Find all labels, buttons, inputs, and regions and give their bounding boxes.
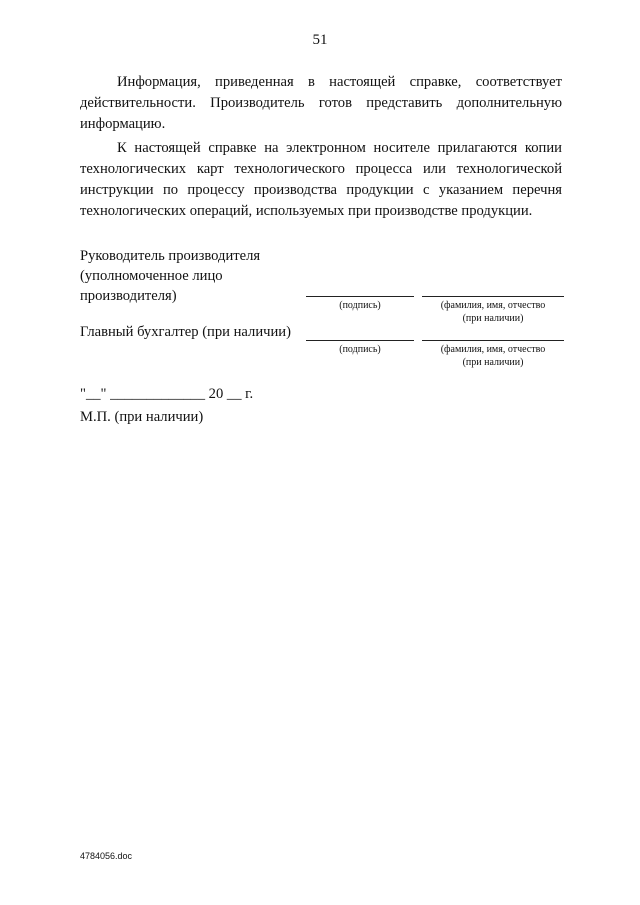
head-name-caption-line2: (при наличии)	[462, 313, 524, 324]
head-name-caption	[422, 299, 564, 325]
head-signature-label: Руководитель производителя (уполномоченное лицо производителя)	[80, 248, 261, 304]
accountant-signature-line	[306, 340, 414, 341]
head-name-caption-line1: (фамилия, имя, отчество	[440, 300, 546, 311]
footer-filename: 4784056.doc	[80, 851, 133, 861]
head-signature-line	[306, 296, 414, 297]
paragraph-attachments: К настоящей справке на электронном носителе прилагаются копии технологических карт технологического процесса или технологической инструкции по процессу производства продукции с указанием перечня технологических операций, используемых при производстве продукции.	[80, 140, 562, 219]
accountant-signature-label: Главный бухгалтер (при наличии)	[80, 324, 291, 340]
page-number: 51	[312, 32, 328, 48]
accountant-name-caption-line1: (фамилия, имя, отчество	[440, 344, 546, 355]
head-signature-caption: (подпись)	[339, 300, 381, 311]
accountant-name-caption	[422, 343, 564, 369]
stamp-label: М.П. (при наличии)	[80, 409, 204, 425]
paragraph-info-accuracy: Информация, приведенная в настоящей справке, соответствует действительности. Производитель готов представить дополнительную информацию.	[80, 74, 562, 132]
date-line: "__" _____________ 20 __ г.	[80, 386, 254, 402]
accountant-signature-caption: (подпись)	[339, 344, 381, 355]
accountant-name-caption-line2: (при наличии)	[462, 357, 524, 368]
accountant-name-line	[422, 340, 564, 341]
head-name-line	[422, 296, 564, 297]
